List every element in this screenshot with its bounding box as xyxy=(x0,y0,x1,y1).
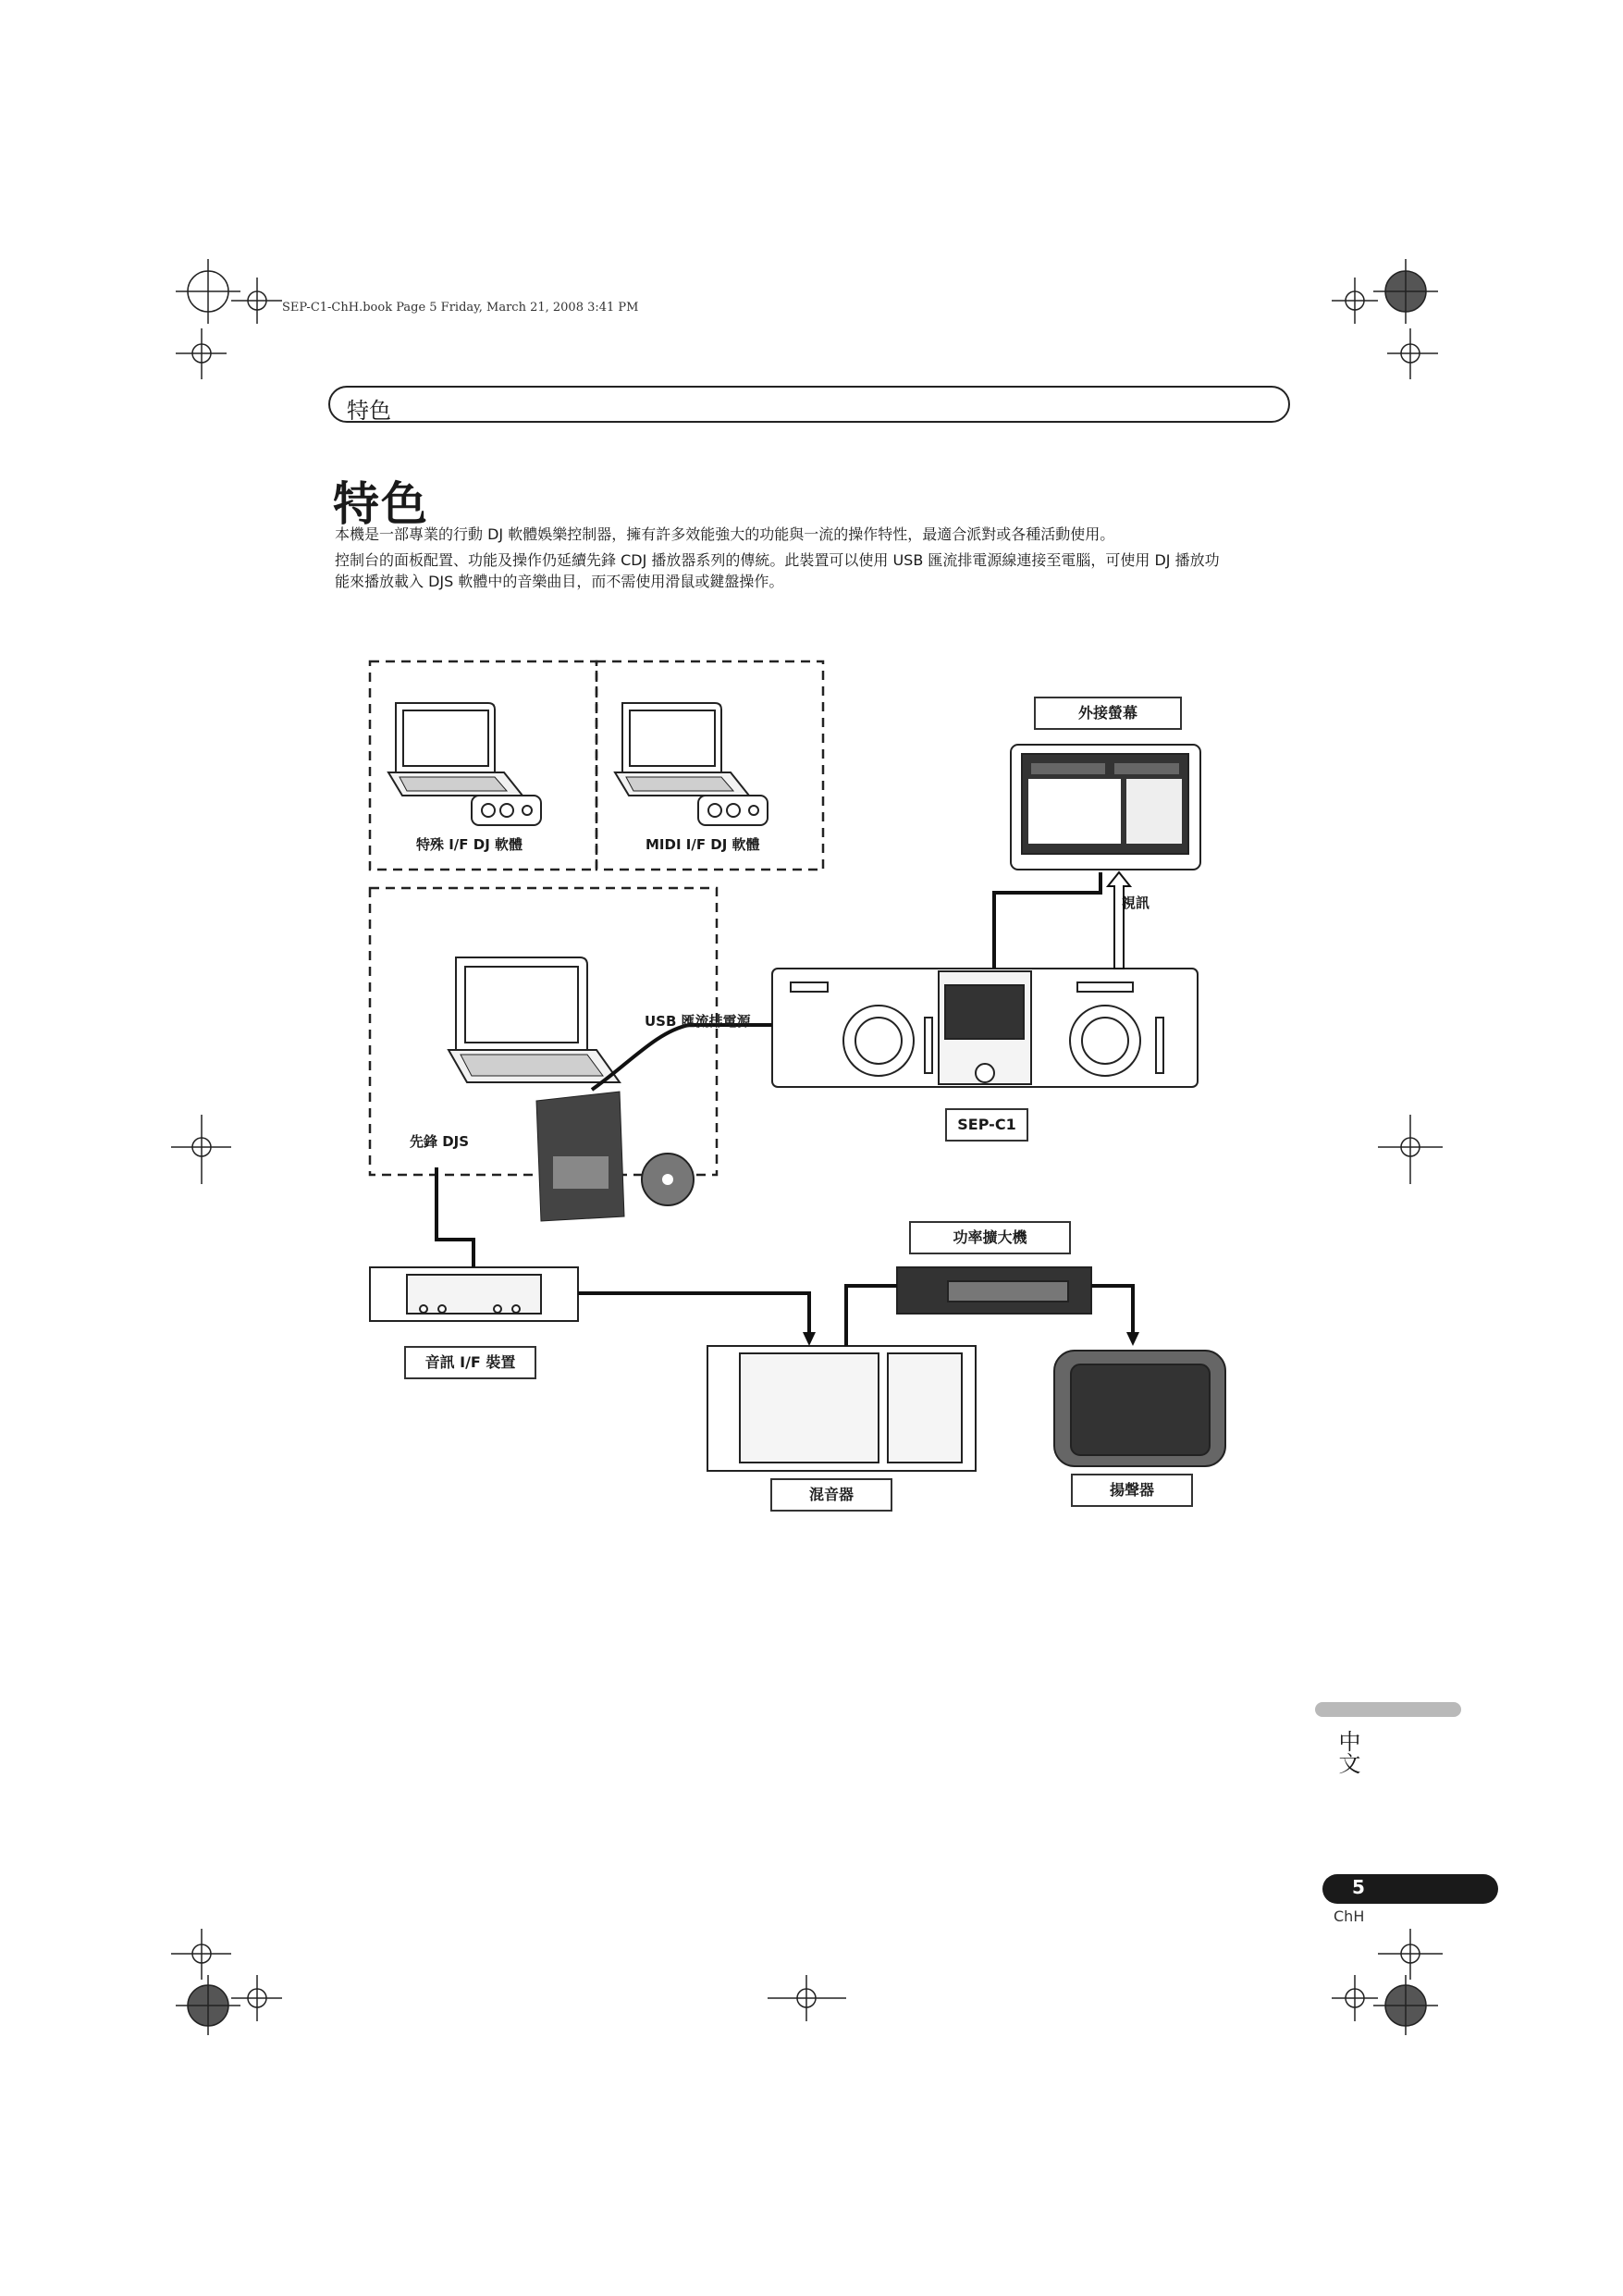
page-number-pill xyxy=(1322,1874,1498,1904)
usb-bus-power-label: USB 匯流排電源 xyxy=(645,1013,751,1030)
intro-paragraph-line-2: 控制台的面板配置、功能及操作仍延續先鋒 CDJ 播放器系列的傳統。此裝置可以使用 USB 匯流排電源線連接至電腦，可使用 DJ 播放功 xyxy=(335,551,1220,569)
language-label: 中文 xyxy=(1334,1730,1360,1774)
power-amplifier-label: 功率擴大機 xyxy=(909,1221,1071,1254)
laptop-icon-midi-if xyxy=(615,703,768,825)
djs-software-box-icon xyxy=(536,1092,694,1221)
intro-paragraph-line-1: 本機是一部專業的行動 DJ 軟體娛樂控制器，擁有許多效能強大的功能與一流的操作特性，最適合派對或各種活動使用。 xyxy=(335,525,1115,543)
book-slug: SEP-C1-ChH.book Page 5 Friday, March 21, 2008 3:41 PM xyxy=(282,301,639,315)
speaker-label: 揚聲器 xyxy=(1071,1474,1193,1507)
speaker-icon xyxy=(1054,1351,1225,1466)
laptop-icon-special-if xyxy=(388,703,541,825)
external-monitor-label: 外接螢幕 xyxy=(1034,697,1182,730)
language-tab-bar xyxy=(1315,1702,1461,1717)
laptop-icon-djs xyxy=(449,957,620,1082)
video-label: 視訊 xyxy=(1122,895,1150,911)
external-monitor-icon xyxy=(1011,745,1200,870)
midi-if-software-label: MIDI I/F DJ 軟體 xyxy=(646,836,760,853)
power-amplifier-icon xyxy=(897,1267,1091,1314)
intro-paragraph-line-3: 能來播放載入 DJS 軟體中的音樂曲目，而不需使用滑鼠或鍵盤操作。 xyxy=(335,573,784,590)
mixer-label: 混音器 xyxy=(770,1478,892,1512)
sep-c1-label: SEP-C1 xyxy=(945,1108,1028,1142)
section-header-label: 特色 xyxy=(347,398,391,424)
pioneer-djs-label: 先鋒 DJS xyxy=(410,1133,470,1150)
page-language-code: ChH xyxy=(1334,1907,1365,1925)
page-title: 特色 xyxy=(333,477,429,531)
special-if-software-label: 特殊 I/F DJ 軟體 xyxy=(416,836,523,853)
mixer-icon xyxy=(707,1346,976,1471)
audio-if-device-label: 音訊 I/F 裝置 xyxy=(404,1346,536,1379)
sep-c1-controller-icon xyxy=(772,969,1198,1087)
video-arrow-icon xyxy=(1108,872,1130,969)
audio-if-device-icon xyxy=(370,1267,578,1321)
registration-marks xyxy=(171,259,1443,2035)
page-number: 5 xyxy=(1352,1876,1365,1898)
arrow-heads xyxy=(803,1332,1139,1346)
